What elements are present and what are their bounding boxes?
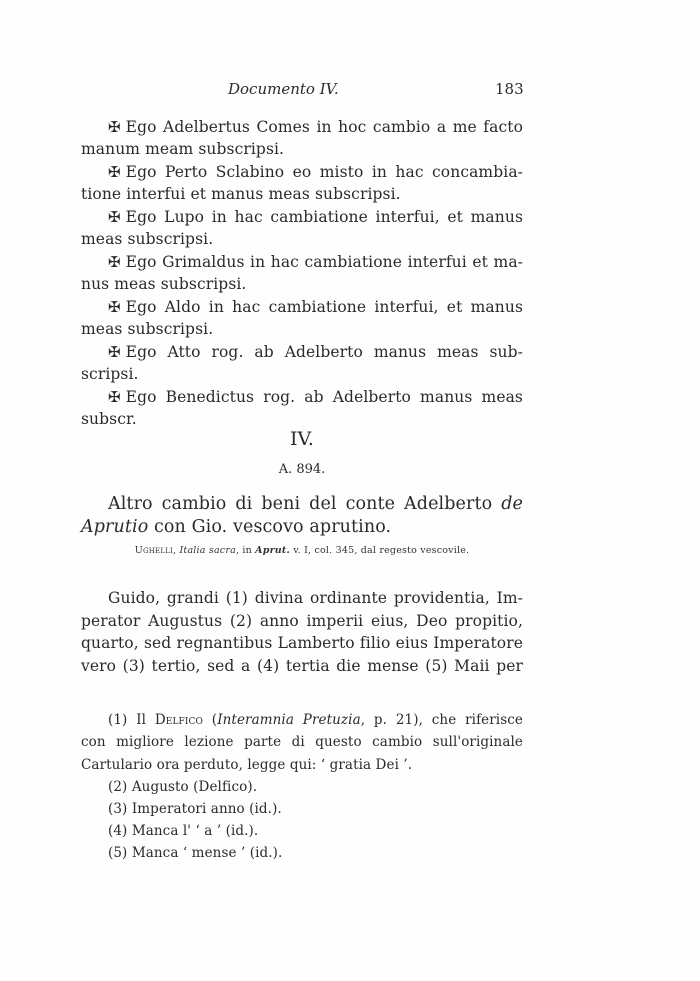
- signature-line: [108, 251, 523, 273]
- footnote-4: (4) Manca l' ‘ a ’ (id.).: [108, 823, 259, 839]
- signature-continuation: tione interfui et manus meas subscripsi.: [81, 185, 401, 203]
- citation-rest: v. I, col. 345, dal regesto vescovile.: [289, 545, 470, 556]
- signature-text: Ego Benedictus rog. ab Adelberto manus meas: [125, 388, 523, 406]
- title-italic: de: [501, 494, 523, 514]
- body-line: Guido, grandi (1) divina ordinante providentia, Im-: [108, 589, 523, 607]
- signature-continuation: meas subscripsi.: [81, 230, 214, 248]
- cross-pattee-icon: ✠: [108, 208, 121, 226]
- citation-author: Ughelli: [134, 545, 174, 556]
- section-title-line1: [108, 493, 523, 516]
- signature-continuation: manum meam subscripsi.: [81, 140, 285, 158]
- body-line: vero (3) tertio, sed a (4) tertia die mense (5) Maii per: [81, 657, 523, 675]
- section-year: A. 894.: [278, 462, 326, 477]
- section-title-line2: [81, 516, 523, 539]
- cross-pattee-icon: ✠: [108, 118, 121, 136]
- signature-line: [108, 296, 523, 318]
- body-line: perator Augustus (2) anno imperii eius, Deo propitio,: [81, 612, 523, 630]
- section-number: IV.: [290, 428, 314, 450]
- footnote-1-line3: Cartulario ora perduto, legge qui: ‘ gratia Dei ’.: [81, 757, 413, 773]
- cross-pattee-icon: ✠: [108, 388, 121, 406]
- cross-pattee-icon: ✠: [108, 343, 121, 361]
- running-title: Documento IV.: [228, 80, 339, 98]
- footnote-5: (5) Manca ‘ mense ’ (id.).: [108, 845, 283, 861]
- page-number: 183: [495, 80, 524, 98]
- signature-text: Ego Adelbertus Comes in hoc cambio a me facto: [125, 118, 523, 136]
- footnote-work: Interamnia Pretuzia: [217, 712, 361, 728]
- footnote-number: (1) Il: [108, 712, 155, 728]
- cross-pattee-icon: ✠: [108, 253, 121, 271]
- signature-text: Ego Lupo in hac cambiatione interfui, et manus: [125, 208, 523, 226]
- signature-line: [108, 341, 523, 363]
- footnote-paren: (: [203, 712, 218, 728]
- source-citation: [81, 545, 523, 556]
- signature-line: [108, 161, 523, 183]
- footnote-2: (2) Augusto (Delfico).: [108, 779, 258, 795]
- title-text: Altro cambio di beni del conte Adelberto: [108, 494, 502, 514]
- cross-pattee-icon: ✠: [108, 298, 121, 316]
- citation-sep: ,: [173, 545, 180, 556]
- signature-line: [108, 386, 523, 408]
- citation-work: Italia sacra: [179, 545, 236, 556]
- footnote-text: , p. 21), che riferisce: [360, 712, 524, 728]
- signature-continuation: scripsi.: [81, 365, 139, 383]
- signature-text: Ego Grimaldus in hac cambiatione interfui et ma-: [125, 253, 523, 271]
- signature-continuation: nus meas subscripsi.: [81, 275, 247, 293]
- footnote-3: (3) Imperatori anno (id.).: [108, 801, 282, 817]
- title-text: con Gio. vescovo aprutino.: [148, 517, 392, 537]
- signature-line: [108, 206, 523, 228]
- signature-text: Ego Perto Sclabino eo misto in hac concambia-: [125, 163, 523, 181]
- citation-sep: , in: [235, 545, 256, 556]
- signature-text: Ego Aldo in hac cambiatione interfui, et manus: [125, 298, 523, 316]
- title-italic: Aprutio: [81, 517, 149, 537]
- body-line: quarto, sed regnantibus Lamberto filio eius Imperatore: [81, 634, 523, 652]
- signature-text: Ego Atto rog. ab Adelberto manus meas sub-: [125, 343, 523, 361]
- cross-pattee-icon: ✠: [108, 163, 121, 181]
- footnote-1: [108, 709, 523, 731]
- citation-place: Aprut.: [255, 545, 290, 556]
- signature-line: [108, 116, 523, 138]
- footnote-1-line2: con migliore lezione parte di questo cambio sull'originale: [81, 734, 523, 750]
- footnote-author: Delfico: [154, 712, 204, 728]
- signature-continuation: meas subscripsi.: [81, 320, 214, 338]
- signature-continuation: subscr.: [81, 410, 137, 428]
